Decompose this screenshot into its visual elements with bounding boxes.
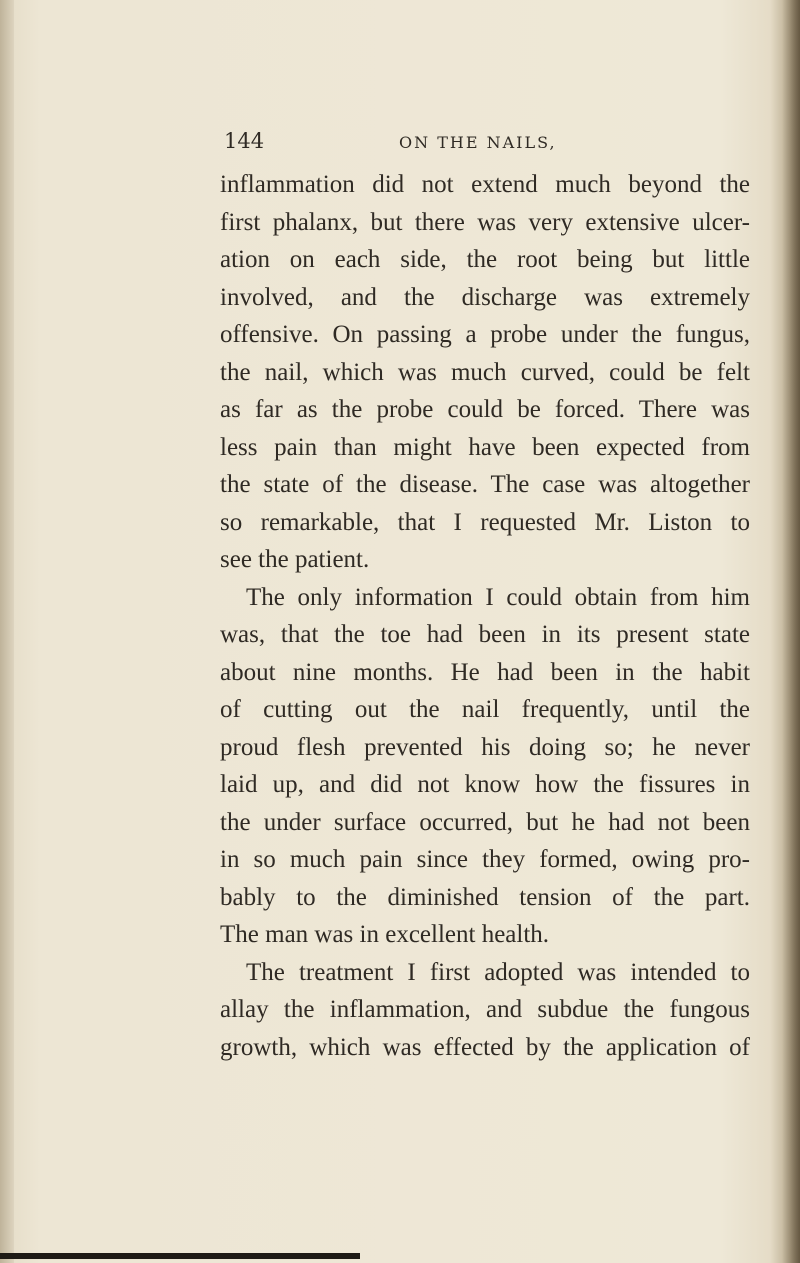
text-line: the state of the disease. The case was altogether	[220, 471, 750, 498]
text-line: The only information I could obtain from him	[246, 583, 750, 611]
text-line: involved, and the discharge was extremely	[220, 283, 750, 311]
text-line: as far as the probe could be forced. There was	[220, 396, 750, 423]
page-number: 144	[224, 129, 265, 153]
text-line: so remarkable, that I requested Mr. Liston to	[220, 508, 750, 536]
text-line: proud flesh prevented his doing so; he never	[220, 733, 750, 761]
running-head	[224, 128, 734, 158]
text-line: allay the inflammation, and subdue the fungous	[220, 996, 750, 1023]
text-line: The man was in excellent health.	[220, 921, 550, 948]
text-line: bably to the diminished tension of the part.	[220, 883, 750, 911]
text-line: in so much pain since they formed, owing pro-	[220, 846, 750, 873]
text-line: ation on each side, the root being but little	[220, 246, 750, 273]
running-title: ON THE NAILS,	[399, 133, 557, 152]
text-line: The treatment I first adopted was intended to	[246, 958, 750, 986]
text-line: inflammation did not extend much beyond the	[220, 171, 750, 198]
body-text	[220, 166, 750, 1066]
text-line: first phalanx, but there was very extensive ulcer-	[220, 208, 750, 236]
bottom-edge-rule	[0, 1253, 360, 1259]
text-line: the under surface occurred, but he had not been	[220, 808, 750, 836]
text-line: the nail, which was much curved, could be felt	[220, 358, 750, 386]
page-gutter-shadow	[0, 0, 14, 1263]
text-line: offensive. On passing a probe under the fungus,	[220, 321, 750, 348]
text-line: was, that the toe had been in its present state	[220, 621, 750, 648]
text-line: of cutting out the nail frequently, until the	[220, 696, 750, 723]
page-edge-shadow	[782, 0, 800, 1263]
text-line: see the patient.	[220, 546, 370, 573]
text-line: about nine months. He had been in the habit	[220, 658, 750, 686]
text-line: growth, which was effected by the application of	[220, 1033, 750, 1061]
text-line: laid up, and did not know how the fissures in	[220, 771, 750, 798]
text-line: less pain than might have been expected from	[220, 433, 750, 461]
